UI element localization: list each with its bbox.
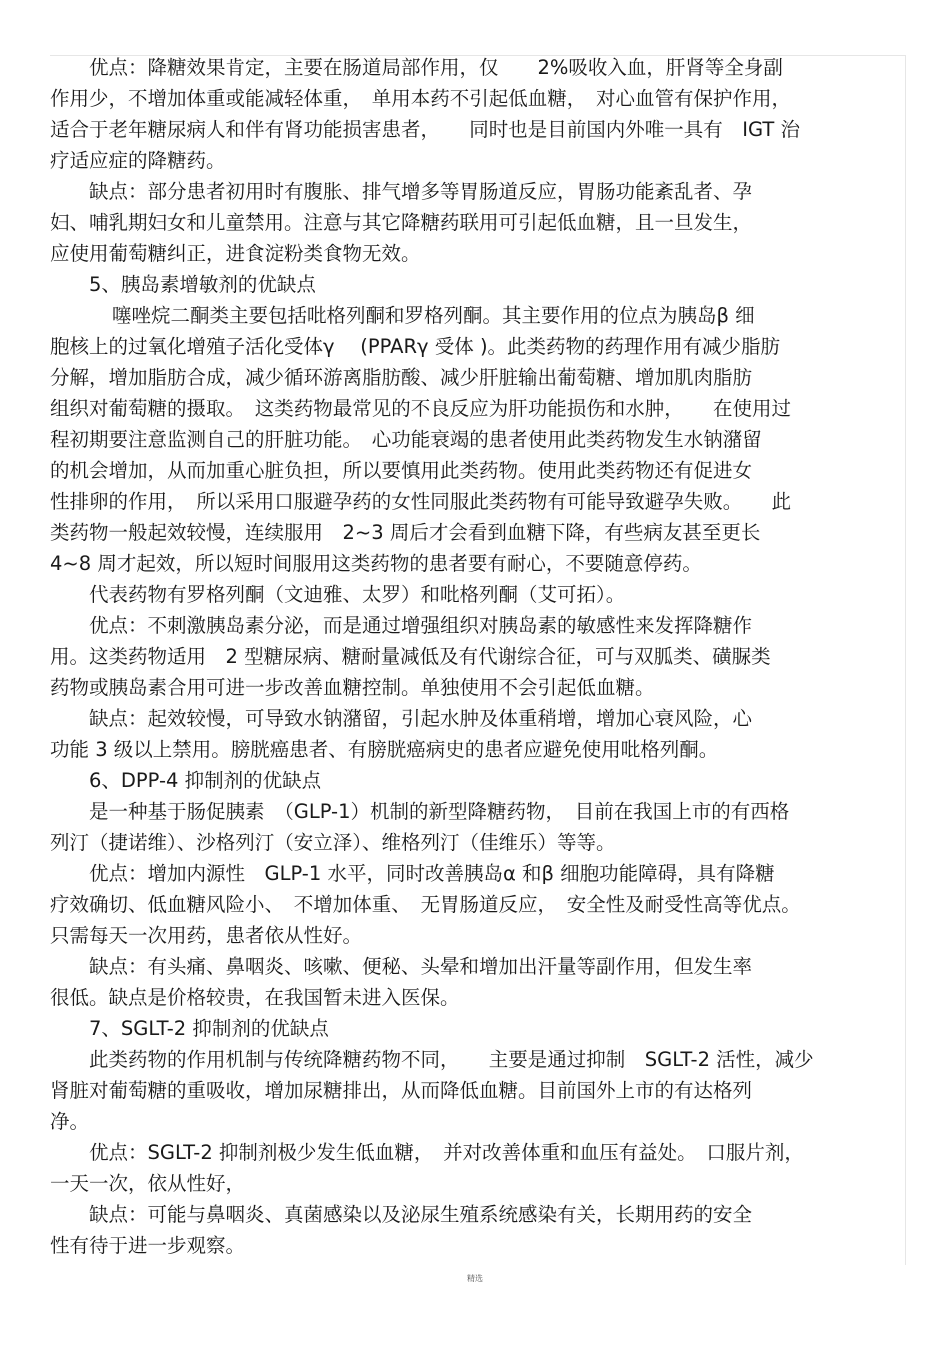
- text-line: 4~8 周才起效，所以短时间服用这类药物的患者要有耐心，不要随意停药。: [50, 552, 702, 575]
- text-line: 妇、哺乳期妇女和儿童禁用。注意与其它降糖药联用可引起低血糖，且一旦发生，: [50, 211, 753, 234]
- section-heading: 7、SGLT-2 抑制剂的优缺点: [89, 1017, 329, 1040]
- text-line: 列汀（捷诺维）、沙格列汀（安立泽）、维格列汀（佳维乐）等等。: [50, 831, 616, 854]
- section-heading: 5、胰岛素增敏剂的优缺点: [89, 273, 316, 296]
- page-footer: 精选: [467, 1274, 483, 1283]
- text-line: 类药物一般起效较慢，连续服用 2~3 周后才会看到血糖下降，有些病友甚至更长: [50, 521, 761, 544]
- text-line: 净。: [50, 1110, 90, 1133]
- text-line: 性有待于进一步观察。: [50, 1234, 246, 1257]
- text-line: 是一种基于肠促胰素 （GLP-1）机制的新型降糖药物， 目前在我国上市的有西格: [89, 800, 790, 823]
- section-heading: 6、DPP-4 抑制剂的优缺点: [89, 769, 322, 792]
- text-line: 用。这类药物适用 2 型糖尿病、糖耐量减低及有代谢综合征，可与双胍类、磺脲类: [50, 645, 771, 668]
- text-line: 肾脏对葡萄糖的重吸收，增加尿糖排出，从而降低血糖。目前国外上市的有达格列: [50, 1079, 753, 1102]
- text-line: 代表药物有罗格列酮（文迪雅、太罗）和吡格列酮（艾可拓）。: [89, 583, 626, 606]
- text-line: 缺点：可能与鼻咽炎、真菌感染以及泌尿生殖系统感染有关，长期用药的安全: [89, 1203, 753, 1226]
- text-line: 适合于老年糖尿病人和伴有肾功能损害患者， 同时也是目前国内外唯一具有 IGT 治: [50, 118, 801, 141]
- text-line: 程初期要注意监测自己的肝脏功能。 心功能衰竭的患者使用此类药物发生水钠潴留: [50, 428, 762, 451]
- text-line: 胞核上的过氧化增殖子活化受体γ (PPARγ 受体 )。此类药物的药理作用有减少脂肪: [50, 335, 781, 358]
- text-line: 优点：降糖效果肯定，主要在肠道局部作用，仅 2%吸收入血，肝肾等全身副: [89, 56, 783, 79]
- text-line: 噻唑烷二酮类主要包括吡格列酮和罗格列酮。其主要作用的位点为胰岛β 细: [112, 304, 755, 327]
- text-line: 优点：SGLT-2 抑制剂极少发生低血糖， 并对改善体重和血压有益处。 口服片剂，: [89, 1141, 804, 1164]
- page-border-right: [905, 55, 906, 1265]
- text-line: 缺点：起效较慢，可导致水钠潴留，引起水肿及体重稍增，增加心衰风险，心: [89, 707, 753, 730]
- text-line: 缺点：有头痛、鼻咽炎、咳嗽、便秘、头晕和增加出汗量等副作用，但发生率: [89, 955, 753, 978]
- text-line: 的机会增加，从而加重心脏负担，所以要慎用此类药物。使用此类药物还有促进女: [50, 459, 753, 482]
- text-line: 分解，增加脂肪合成，减少循环游离脂肪酸、减少肝脏输出葡萄糖、增加肌肉脂肪: [50, 366, 753, 389]
- text-line: 性排卵的作用， 所以采用口服避孕药的女性同服此类药物有可能导致避孕失败。 此: [50, 490, 792, 513]
- text-line: 此类药物的作用机制与传统降糖药物不同， 主要是通过抑制 SGLT-2 活性，减少: [89, 1048, 814, 1071]
- text-line: 优点：增加内源性 GLP-1 水平，同时改善胰岛α 和β 细胞功能障碍，具有降糖: [89, 862, 775, 885]
- text-line: 药物或胰岛素合用可进一步改善血糖控制。单独使用不会引起低血糖。: [50, 676, 655, 699]
- text-line: 只需每天一次用药，患者依从性好。: [50, 924, 363, 947]
- text-line: 疗适应症的降糖药。: [50, 149, 226, 172]
- text-line: 作用少，不增加体重或能减轻体重， 单用本药不引起低血糖， 对心血管有保护作用，: [50, 87, 792, 110]
- text-line: 应使用葡萄糖纠正，进食淀粉类食物无效。: [50, 242, 421, 265]
- text-line: 缺点：部分患者初用时有腹胀、排气增多等胃肠道反应，胃肠功能紊乱者、孕: [89, 180, 753, 203]
- text-line: 很低。缺点是价格较贵，在我国暂未进入医保。: [50, 986, 460, 1009]
- text-line: 一天一次，依从性好，: [50, 1172, 246, 1195]
- text-line: 功能 3 级以上禁用。膀胱癌患者、有膀胱癌病史的患者应避免使用吡格列酮。: [50, 738, 719, 761]
- text-line: 组织对葡萄糖的摄取。 这类药物最常见的不良反应为肝功能损伤和水肿， 在使用过: [50, 397, 792, 420]
- text-line: 疗效确切、低血糖风险小、 不增加体重、 无胃肠道反应， 安全性及耐受性高等优点。: [50, 893, 801, 916]
- text-line: 优点：不刺激胰岛素分泌，而是通过增强组织对胰岛素的敏感性来发挥降糖作: [89, 614, 753, 637]
